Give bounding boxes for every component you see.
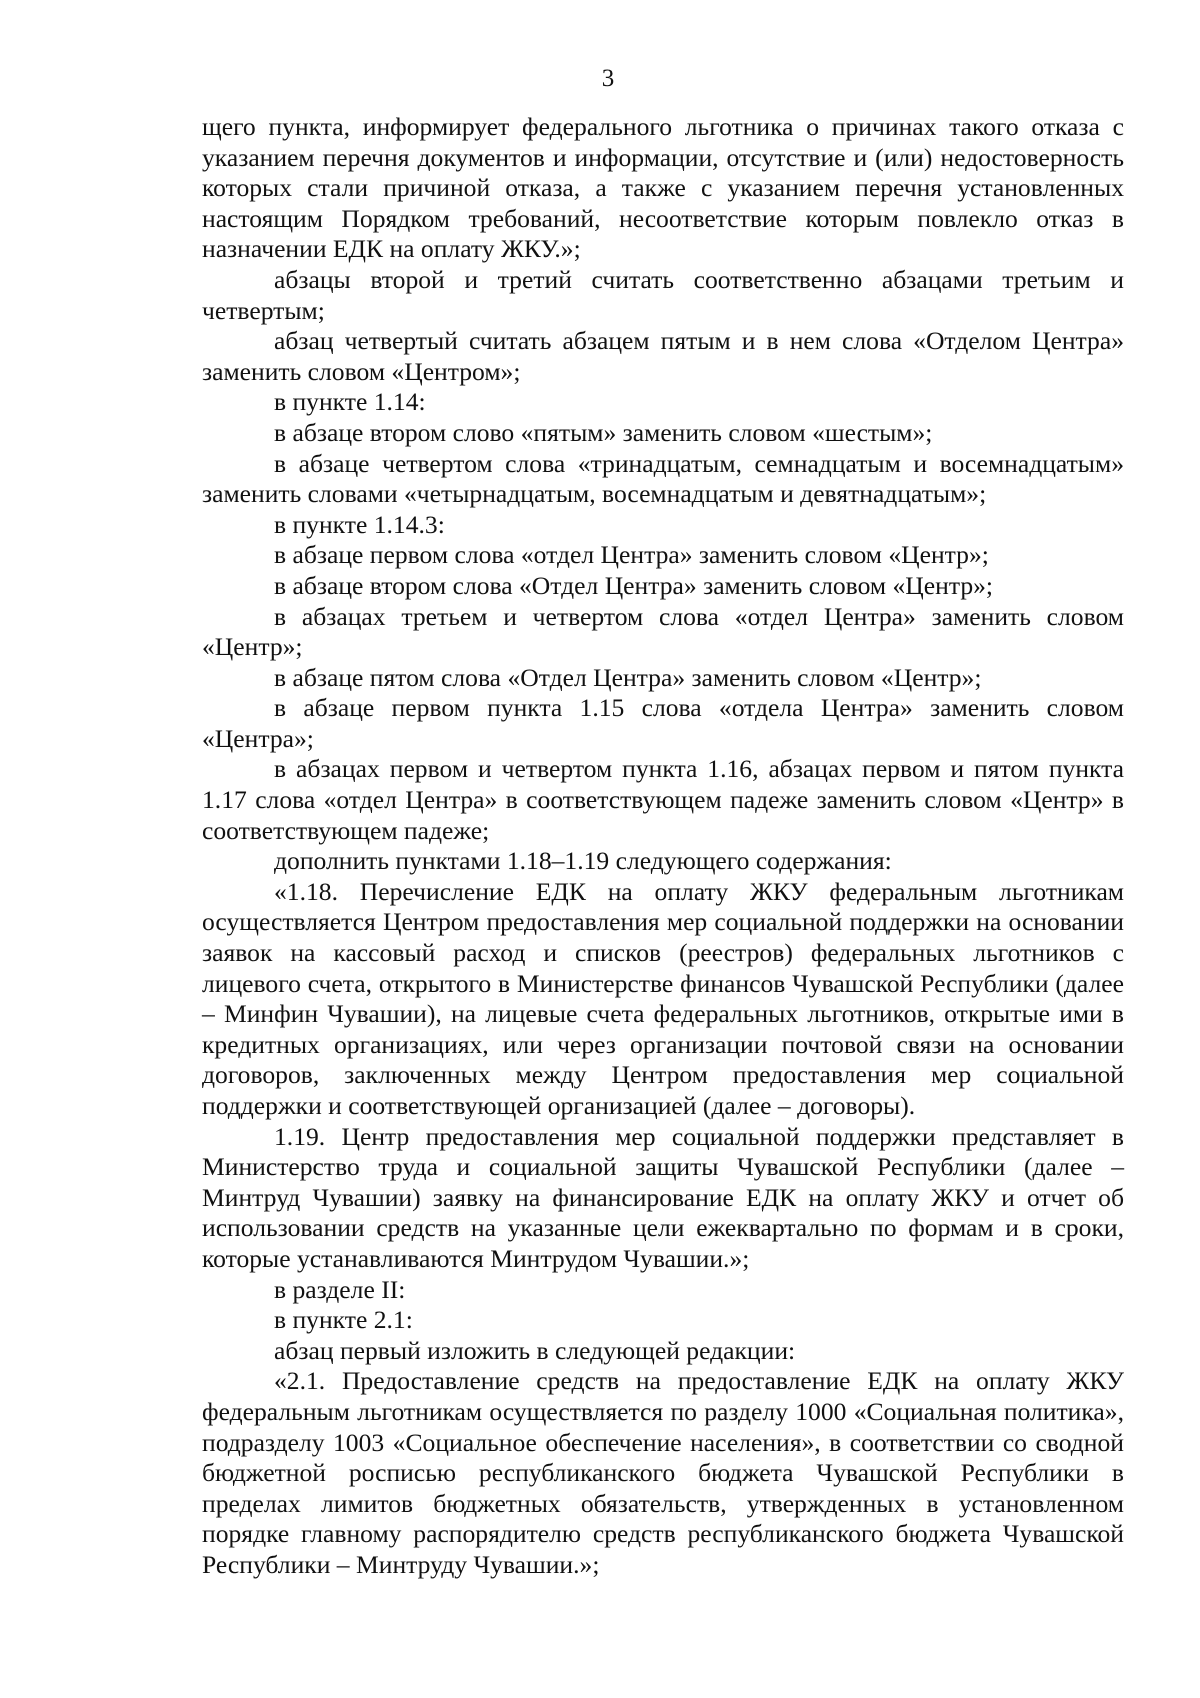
paragraph: в абзаце первом слова «отдел Центра» заменить словом «Центр»; (274, 540, 989, 570)
paragraph: щего пункта, информирует федерального льготника о причинах такого отказа с указанием перечня документов и информации, отсутствие и (или) недостоверность которых стали причиной отказа, а также с указанием перечня установленных настоящим Порядком требований, несоответствие которым повлекло отказ в назначении ЕДК на оплату ЖКУ.»; (202, 112, 1124, 264)
paragraph: в разделе II: (274, 1274, 406, 1304)
paragraph: 1.19. Центр предоставления мер социальной поддержки представляет в Министерство труда и социальной защиты Чувашской Республики (далее – Минтруд Чувашии) заявку на финансирование ЕДК на оплату ЖКУ и отчет об использовании средств на указанные цели ежеквартально по формам и в сроки, которые устанавливаются Минтрудом Чувашии.»; (202, 1121, 1124, 1273)
paragraph: в абзаце втором слова «Отдел Центра» заменить словом «Центр»; (274, 570, 994, 600)
paragraph: в абзаце четвертом слова «тринадцатым, семнадцатым и восемнадцатым» заменить словами «четырнадцатым, восемнадцатым и девятнадцатым»; (202, 448, 1124, 509)
paragraph: «2.1. Предоставление средств на предоставление ЕДК на оплату ЖКУ федеральным льготникам осуществляется по разделу 1000 «Социальная политика», подразделу 1003 «Социальное обеспечение населения», в соответствии со сводной бюджетной росписью республиканского бюджета Чувашской Республики в пределах лимитов бюджетных обязательств, утвержденных в установленном порядке главному распорядителю средств республиканского бюджета Чувашской Республики – Минтруду Чувашии.»; (202, 1366, 1124, 1579)
paragraph: дополнить пунктами 1.18–1.19 следующего содержания: (274, 846, 892, 876)
paragraph: в абзацах первом и четвертом пункта 1.16, абзацах первом и пятом пункта 1.17 слова «отдел Центра» в соответствующем падеже заменить словом «Центр» в соответствующем падеже; (202, 754, 1124, 845)
paragraph: «1.18. Перечисление ЕДК на оплату ЖКУ федеральным льготникам осуществляется Центром предоставления мер социальной поддержки на основании заявок на кассовый расход и списков (реестров) федеральных льготников с лицевого счета, открытого в Министерстве финансов Чувашской Республики (далее – Минфин Чувашии), на лицевые счета федеральных льготников, открытые ими в кредитных организациях, или через организации почтовой связи на основании договоров, заключенных между Центром предоставления мер социальной поддержки и соответствующей организацией (далее – договоры). (202, 876, 1124, 1120)
paragraph: в пункте 2.1: (274, 1305, 413, 1335)
paragraph: в абзацах третьем и четвертом слова «отдел Центра» заменить словом «Центр»; (202, 601, 1124, 662)
paragraph: в пункте 1.14: (274, 387, 426, 417)
paragraph: абзац первый изложить в следующей редакции: (274, 1335, 796, 1365)
paragraph: абзац четвертый считать абзацем пятым и в нем слова «Отделом Центра» заменить словом «Центром»; (202, 326, 1124, 386)
paragraph: в абзаце первом пункта 1.15 слова «отдела Центра» заменить словом «Центра»; (202, 693, 1124, 753)
paragraph: абзацы второй и третий считать соответственно абзацами третьим и четвертым; (202, 264, 1124, 325)
page-number: 3 (601, 65, 615, 92)
paragraph: в абзаце втором слово «пятым» заменить словом «шестым»; (274, 417, 933, 447)
paragraph: в абзаце пятом слова «Отдел Центра» заменить словом «Центр»; (274, 662, 982, 692)
paragraph: в пункте 1.14.3: (274, 509, 445, 539)
document-body (202, 112, 1124, 1581)
